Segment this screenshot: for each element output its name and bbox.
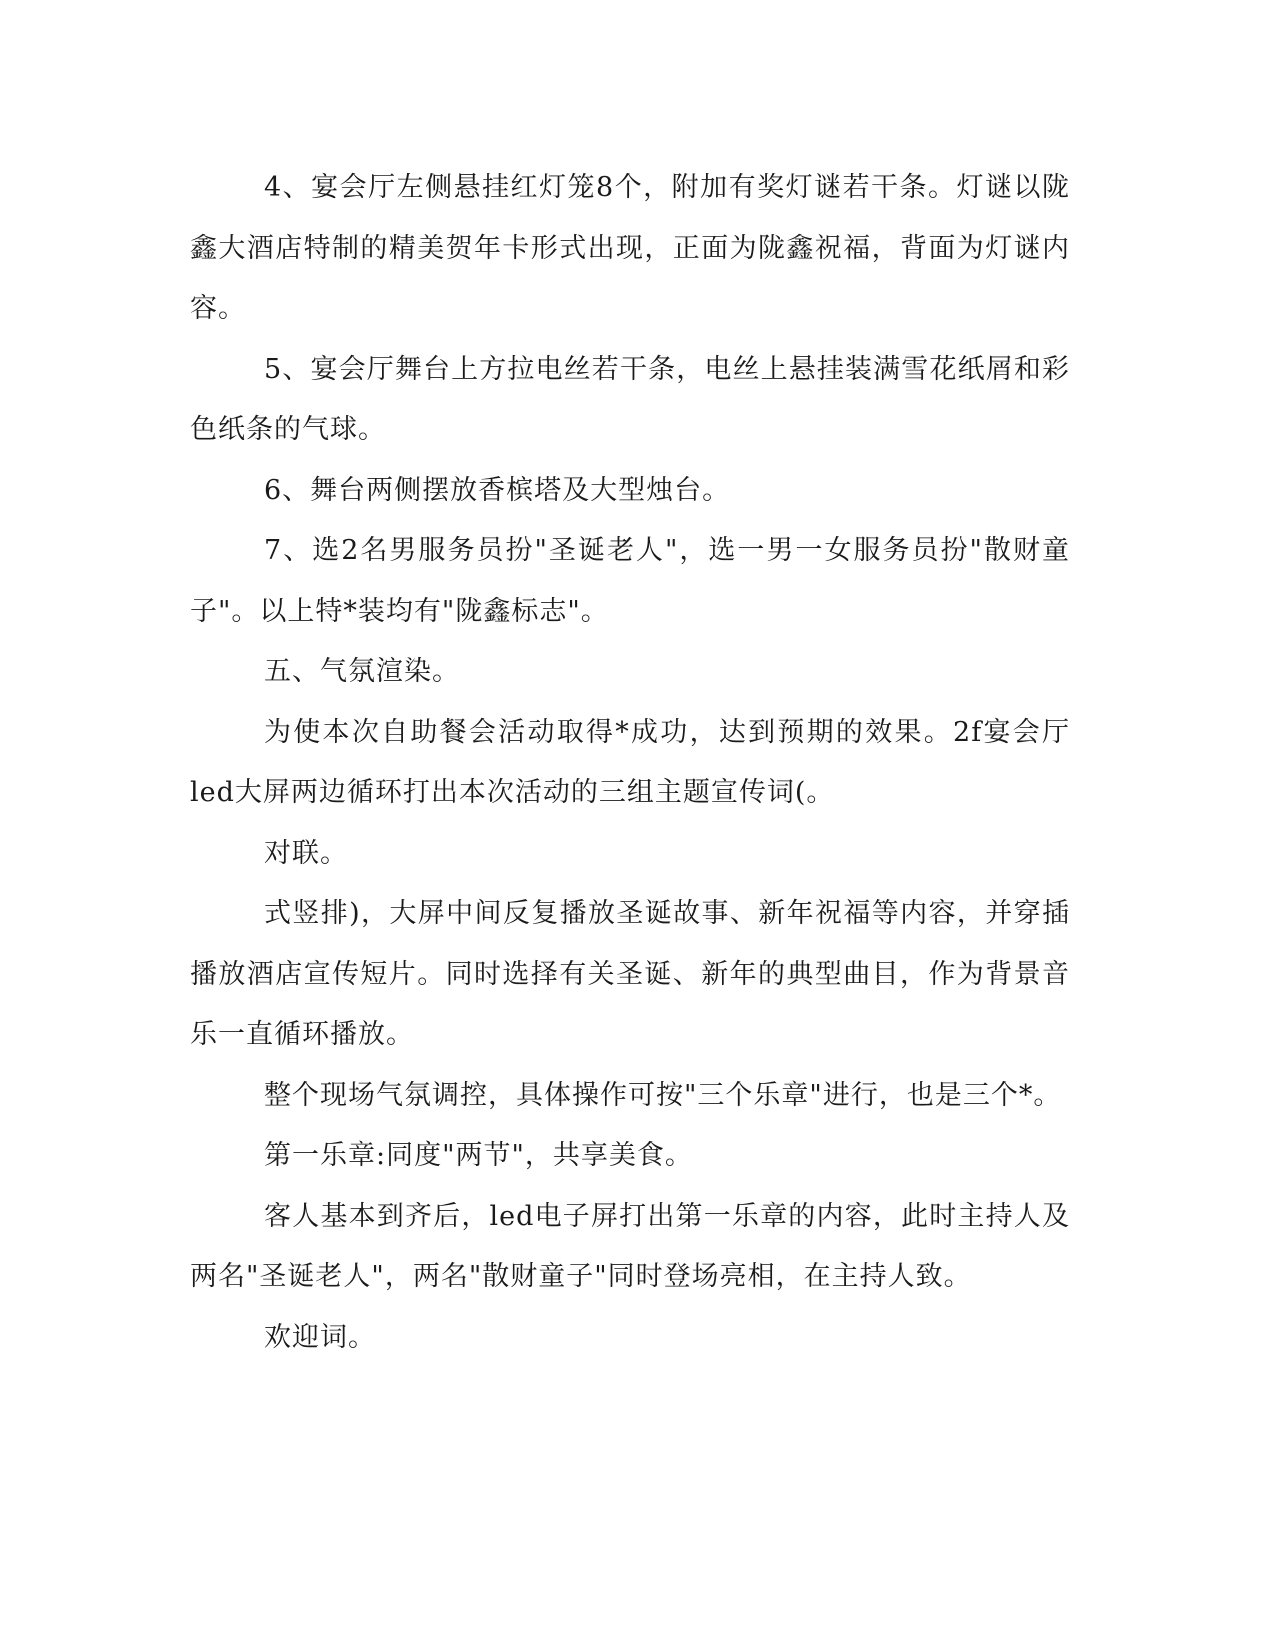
paragraph-costumes: 7、选2名男服务员扮"圣诞老人"，选一男一女服务员扮"散财童子"。以上特*装均有"陇鑫标志"。 [190, 535, 1070, 627]
paragraph-first-movement: 第一乐章:同度"两节"，共享美食。 [264, 1140, 693, 1171]
document-body [190, 158, 1070, 1368]
paragraph-host-entrance: 客人基本到齐后，led电子屏打出第一乐章的内容，此时主持人及两名"圣诞老人"，两名"散财童子"同时登场亮相，在主持人致。 [190, 1200, 1070, 1292]
paragraph-champagne: 6、舞台两侧摆放香槟塔及大型烛台。 [264, 474, 731, 506]
paragraph-balloons: 5、宴会厅舞台上方拉电丝若干条，电丝上悬挂装满雪花纸屑和彩色纸条的气球。 [190, 353, 1070, 445]
paragraph-couplets: 对联。 [264, 837, 348, 869]
paragraph-led-screen: 为使本次自助餐会活动取得*成功，达到预期的效果。2f宴会厅led大屏两边循环打出本次活动的三组主题宣传词(。 [190, 716, 1070, 808]
paragraph-three-movements: 整个现场气氛调控，具体操作可按"三个乐章"进行，也是三个*。 [264, 1079, 1062, 1111]
section-heading-atmosphere: 五、气氛渲染。 [264, 656, 460, 687]
paragraph-background-music: 式竖排)，大屏中间反复播放圣诞故事、新年祝福等内容，并穿插播放酒店宣传短片。同时选择有关圣诞、新年的典型曲目，作为背景音乐一直循环播放。 [190, 898, 1070, 1050]
paragraph-welcome-speech: 欢迎词。 [264, 1321, 376, 1353]
paragraph-lanterns: 4、宴会厅左侧悬挂红灯笼8个，附加有奖灯谜若干条。灯谜以陇鑫大酒店特制的精美贺年卡形式出现，正面为陇鑫祝福，背面为灯谜内容。 [190, 172, 1070, 324]
